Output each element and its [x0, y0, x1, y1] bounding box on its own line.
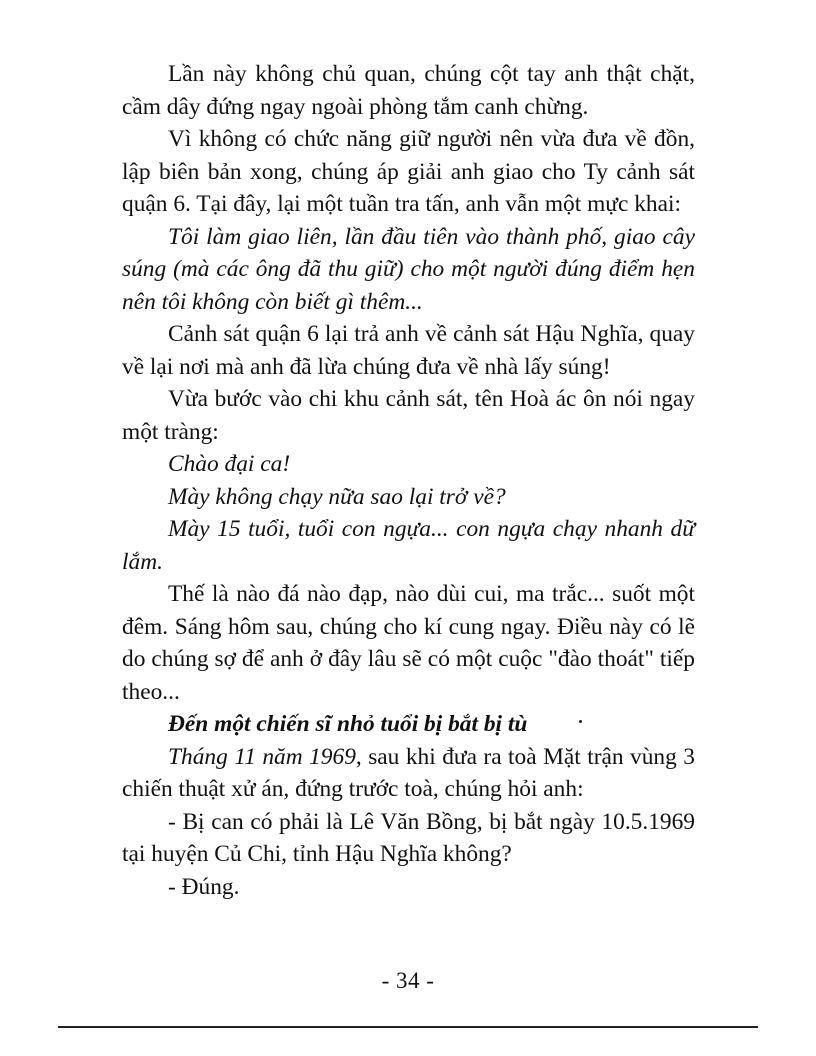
dialog-question: - Bị can có phải là Lê Văn Bồng, bị bắt ngày 10.5.1969 tại huyện Củ Chi, tỉnh Hậu Nghĩa không?	[122, 808, 695, 867]
dialog-answer: - Đúng.	[168, 873, 240, 900]
paragraph-4: Vừa bước vào chi khu cảnh sát, tên Hoà ác ôn nói ngay một tràng:	[122, 386, 695, 445]
quote-line-1: Chào đại ca!	[168, 451, 291, 477]
section-heading: Đến một chiến sĩ nhỏ tuổi bị bắt bị tù	[168, 711, 528, 737]
paragraph-5: Thế là nào đá nào đạp, nào dùi cui, ma trắc... suốt một đêm. Sáng hôm sau, chúng cho kí cung ngay. Điều này có lẽ do chúng sợ để anh ở đây lâu sẽ có một cuộc "đào thoát" tiếp theo...	[122, 581, 695, 705]
body-text	[122, 58, 695, 903]
paragraph-2: Vì không có chức năng giữ người nên vừa đưa về đồn, lập biên bản xong, chúng áp giải anh giao cho Ty cảnh sát quận 6. Tại đây, lại một tuần tra tấn, anh vẫn một mực khai:	[122, 126, 695, 217]
quote-line-3: Mày 15 tuổi, tuổi con ngựa... con ngựa chạy nhanh dữ lắm.	[122, 516, 695, 575]
page-number: - 34 -	[381, 968, 435, 993]
bottom-rule	[58, 1026, 758, 1028]
paragraph-3: Cảnh sát quận 6 lại trả anh về cảnh sát Hậu Nghĩa, quay về lại nơi mà anh đã lừa chúng đưa về nhà lấy súng!	[122, 321, 695, 380]
paragraph-1: Lần này không chủ quan, chúng cột tay anh thật chặt, cầm dây đứng ngay ngoài phòng tắm canh chừng.	[122, 61, 695, 120]
quote-line-2: Mày không chạy nữa sao lại trở về?	[168, 483, 506, 510]
date-lead: Tháng 11 năm 1969	[168, 743, 356, 770]
quote-testimony: Tôi làm giao liên, lần đầu tiên vào thành phố, giao cây súng (mà các ông đã thu giữ) cho một người đúng điểm hẹn nên tôi không còn biết gì thêm...	[122, 223, 695, 315]
scan-speck	[579, 720, 582, 723]
paragraph-6	[122, 741, 695, 806]
paragraph-6-text: , sau khi đưa ra toà Mặt trận vùng 3 chiến thuật xử án, đứng trước toà, chúng hỏi anh:	[122, 743, 695, 802]
